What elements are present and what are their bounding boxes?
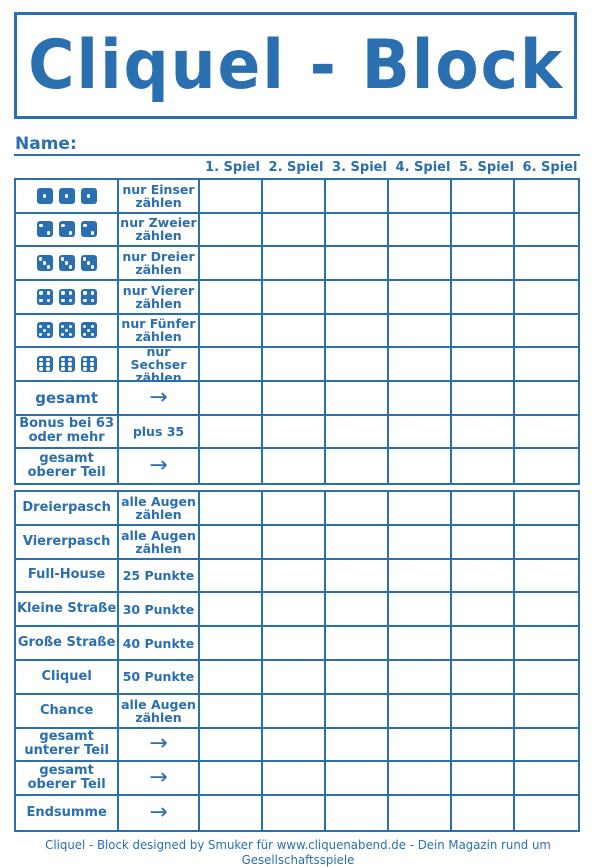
score-cell-game-5[interactable] — [452, 796, 515, 830]
arrow-right-icon: → — [149, 800, 168, 826]
score-cell-game-1[interactable] — [200, 281, 263, 315]
score-cell-game-3[interactable] — [326, 416, 389, 450]
score-cell-game-5[interactable] — [452, 247, 515, 281]
rule-text: alle Augen zählen — [121, 696, 196, 725]
game-header-6: 6. Spiel — [522, 160, 578, 175]
rule-cell — [119, 281, 199, 315]
score-cell-game-1[interactable] — [200, 762, 263, 796]
score-cell-game-1[interactable] — [200, 661, 263, 695]
row-label — [16, 382, 119, 416]
score-cell-game-6[interactable] — [515, 281, 578, 315]
row-label — [16, 247, 119, 281]
score-row — [16, 214, 578, 248]
score-row — [16, 762, 578, 796]
score-cell-game-1[interactable] — [200, 593, 263, 627]
score-cell-game-3[interactable] — [326, 492, 389, 526]
score-cell-game-2[interactable] — [263, 416, 326, 450]
die-5-icon — [81, 322, 97, 338]
rule-text: nur Dreier zählen — [122, 249, 195, 278]
score-cell-game-3[interactable] — [326, 526, 389, 560]
rule-text: nur Einser zählen — [122, 181, 195, 210]
row-label — [16, 526, 119, 560]
die-3-icon — [59, 255, 75, 271]
row-label-text: Endsumme — [26, 805, 107, 821]
row-label-text: Chance — [39, 702, 94, 718]
rule-text: nur Fünfer zählen — [121, 316, 196, 345]
score-row — [16, 180, 578, 214]
game-header-2: 2. Spiel — [268, 160, 324, 175]
score-row — [16, 796, 578, 830]
score-cell-game-4[interactable] — [389, 315, 452, 349]
score-cell-game-4[interactable] — [389, 762, 452, 796]
row-label — [16, 492, 119, 526]
dice-group — [37, 188, 97, 204]
rule-text: 30 Punkte — [122, 601, 195, 617]
score-cell-game-3[interactable] — [326, 382, 389, 416]
row-label — [16, 560, 119, 594]
score-row — [16, 492, 578, 526]
score-cell-game-4[interactable] — [389, 492, 452, 526]
row-label — [16, 729, 119, 763]
score-cell-game-5[interactable] — [452, 762, 515, 796]
score-cell-game-5[interactable] — [452, 560, 515, 594]
score-cell-game-1[interactable] — [200, 416, 263, 450]
score-cell-game-2[interactable] — [263, 348, 326, 382]
die-4-icon — [59, 289, 75, 305]
dice-group — [37, 322, 97, 338]
score-cell-game-1[interactable] — [200, 526, 263, 560]
score-cell-game-5[interactable] — [452, 627, 515, 661]
score-cell-game-1[interactable] — [200, 382, 263, 416]
score-cell-game-2[interactable] — [263, 796, 326, 830]
lower-section — [14, 490, 580, 832]
rule-text: plus 35 — [132, 423, 185, 439]
score-cell-game-2[interactable] — [263, 382, 326, 416]
score-cell-game-6[interactable] — [515, 526, 578, 560]
score-cell-game-4[interactable] — [389, 627, 452, 661]
score-cell-game-2[interactable] — [263, 627, 326, 661]
row-label — [16, 315, 119, 349]
row-label — [16, 416, 119, 450]
die-3-icon — [81, 255, 97, 271]
score-row — [16, 627, 578, 661]
row-label — [16, 796, 119, 830]
rule-text: 50 Punkte — [122, 669, 195, 685]
score-row — [16, 661, 578, 695]
score-cell-game-5[interactable] — [452, 281, 515, 315]
score-cell-game-6[interactable] — [515, 627, 578, 661]
name-field-line[interactable] — [14, 154, 580, 156]
score-cell-game-4[interactable] — [389, 695, 452, 729]
die-6-icon — [59, 356, 75, 372]
score-cell-game-2[interactable] — [263, 762, 326, 796]
score-row — [16, 695, 578, 729]
game-header-1: 1. Spiel — [205, 160, 260, 175]
score-cell-game-2[interactable] — [263, 214, 326, 248]
score-cell-game-5[interactable] — [452, 729, 515, 763]
score-cell-game-6[interactable] — [515, 247, 578, 281]
game-header-4: 4. Spiel — [395, 160, 451, 175]
dice-group — [37, 255, 97, 271]
dice-group — [37, 356, 97, 372]
score-cell-game-4[interactable] — [389, 416, 452, 450]
score-cell-game-6[interactable] — [515, 560, 578, 594]
score-cell-game-2[interactable] — [263, 449, 326, 483]
rule-text: alle Augen zählen — [121, 527, 196, 556]
die-5-icon — [37, 322, 53, 338]
score-row — [16, 449, 578, 483]
score-row — [16, 729, 578, 763]
row-label — [16, 348, 119, 382]
die-1-icon — [37, 188, 53, 204]
score-cell-game-5[interactable] — [452, 492, 515, 526]
score-cell-game-2[interactable] — [263, 526, 326, 560]
upper-section — [14, 178, 580, 485]
row-label — [16, 180, 119, 214]
rule-cell — [119, 492, 199, 526]
score-cell-game-3[interactable] — [326, 729, 389, 763]
score-cell-game-6[interactable] — [515, 796, 578, 830]
die-6-icon — [81, 356, 97, 372]
row-label-text: Full-House — [27, 567, 106, 583]
score-cell-game-5[interactable] — [452, 180, 515, 214]
score-cell-game-2[interactable] — [263, 729, 326, 763]
score-cell-game-3[interactable] — [326, 762, 389, 796]
score-cell-game-6[interactable] — [515, 449, 578, 483]
score-cell-game-6[interactable] — [515, 180, 578, 214]
row-label-text: gesamt oberer Teil — [27, 763, 106, 793]
rule-cell — [119, 560, 199, 594]
score-cell-game-4[interactable] — [389, 560, 452, 594]
score-cell-game-3[interactable] — [326, 695, 389, 729]
score-cell-game-4[interactable] — [389, 593, 452, 627]
die-2-icon — [59, 221, 75, 237]
page-title: Cliquel - Block — [27, 25, 564, 105]
score-cell-game-6[interactable] — [515, 214, 578, 248]
row-label-text: Bonus bei 63 oder mehr — [19, 416, 115, 446]
arrow-right-icon: → — [149, 384, 168, 410]
row-label — [16, 627, 119, 661]
score-cell-game-1[interactable] — [200, 247, 263, 281]
score-cell-game-1[interactable] — [200, 627, 263, 661]
score-cell-game-5[interactable] — [452, 593, 515, 627]
score-cell-game-4[interactable] — [389, 281, 452, 315]
score-row — [16, 416, 578, 450]
game-header-5: 5. Spiel — [459, 160, 514, 175]
score-row — [16, 526, 578, 560]
dice-group — [37, 221, 97, 237]
die-1-icon — [59, 188, 75, 204]
score-cell-game-4[interactable] — [389, 449, 452, 483]
score-cell-game-3[interactable] — [326, 180, 389, 214]
rule-cell — [119, 247, 199, 281]
score-cell-game-6[interactable] — [515, 593, 578, 627]
score-cell-game-3[interactable] — [326, 796, 389, 830]
score-cell-game-1[interactable] — [200, 492, 263, 526]
score-cell-game-2[interactable] — [263, 661, 326, 695]
score-cell-game-2[interactable] — [263, 281, 326, 315]
title-box — [14, 12, 577, 119]
rule-text: nur Vierer zählen — [122, 282, 195, 311]
score-cell-game-5[interactable] — [452, 661, 515, 695]
score-cell-game-4[interactable] — [389, 214, 452, 248]
score-cell-game-2[interactable] — [263, 247, 326, 281]
score-cell-game-3[interactable] — [326, 315, 389, 349]
score-cell-game-5[interactable] — [452, 214, 515, 248]
row-label-text: Cliquel — [41, 668, 92, 684]
row-label — [16, 449, 119, 483]
arrow-right-icon: → — [149, 765, 168, 791]
row-label-text: gesamt unterer Teil — [24, 729, 109, 759]
score-row — [16, 343, 578, 385]
die-6-icon — [37, 356, 53, 372]
score-cell-game-4[interactable] — [389, 348, 452, 382]
score-cell-game-4[interactable] — [389, 382, 452, 416]
score-cell-game-6[interactable] — [515, 315, 578, 349]
score-row — [16, 315, 578, 349]
rule-cell — [119, 593, 199, 627]
rule-cell — [119, 627, 199, 661]
rule-text: 40 Punkte — [122, 635, 195, 651]
score-cell-game-3[interactable] — [326, 214, 389, 248]
row-label — [16, 661, 119, 695]
row-label — [16, 695, 119, 729]
score-cell-game-1[interactable] — [200, 796, 263, 830]
score-cell-game-2[interactable] — [263, 315, 326, 349]
score-cell-game-2[interactable] — [263, 492, 326, 526]
rule-text: nur Zweier zählen — [120, 215, 197, 244]
die-5-icon — [59, 322, 75, 338]
game-header-3: 3. Spiel — [332, 160, 387, 175]
die-4-icon — [37, 289, 53, 305]
score-cell-game-4[interactable] — [389, 729, 452, 763]
score-cell-game-1[interactable] — [200, 180, 263, 214]
footer-credit: Cliquel - Block designed by Smuker für www.cliquenabend.de - Dein Magazin rund um Gesellschaftsspiele — [45, 837, 551, 867]
score-cell-game-2[interactable] — [263, 180, 326, 214]
arrow-right-icon: → — [149, 731, 168, 757]
score-cell-game-2[interactable] — [263, 560, 326, 594]
score-cell-game-3[interactable] — [326, 593, 389, 627]
score-cell-game-5[interactable] — [452, 348, 515, 382]
rule-cell — [119, 343, 199, 385]
score-row — [16, 560, 578, 594]
arrow-cell — [119, 449, 199, 483]
rule-text: 25 Punkte — [122, 567, 195, 583]
die-4-icon — [81, 289, 97, 305]
score-cell-game-1[interactable] — [200, 695, 263, 729]
score-cell-game-1[interactable] — [200, 449, 263, 483]
die-3-icon — [37, 255, 53, 271]
rule-cell — [119, 661, 199, 695]
score-cell-game-4[interactable] — [389, 247, 452, 281]
row-label — [16, 593, 119, 627]
score-row — [16, 382, 578, 416]
score-cell-game-6[interactable] — [515, 762, 578, 796]
score-cell-game-4[interactable] — [389, 526, 452, 560]
score-cell-game-5[interactable] — [452, 449, 515, 483]
score-cell-game-5[interactable] — [452, 315, 515, 349]
name-label: Name: — [15, 134, 77, 154]
score-cell-game-3[interactable] — [326, 560, 389, 594]
score-row — [16, 247, 578, 281]
rule-text: alle Augen zählen — [121, 493, 196, 522]
row-label — [16, 214, 119, 248]
score-cell-game-3[interactable] — [326, 281, 389, 315]
score-cell-game-4[interactable] — [389, 661, 452, 695]
row-label-text: Viererpasch — [22, 533, 111, 549]
rule-cell — [119, 416, 199, 450]
row-label-text: gesamt oberer Teil — [27, 451, 106, 481]
score-cell-game-2[interactable] — [263, 695, 326, 729]
arrow-cell — [119, 382, 199, 416]
score-cell-game-2[interactable] — [263, 593, 326, 627]
score-cell-game-6[interactable] — [515, 695, 578, 729]
score-cell-game-3[interactable] — [326, 247, 389, 281]
arrow-right-icon: → — [149, 453, 168, 479]
die-1-icon — [81, 188, 97, 204]
score-cell-game-5[interactable] — [452, 526, 515, 560]
row-label-text: gesamt — [35, 388, 99, 407]
row-label-text: Kleine Straße — [16, 601, 117, 617]
row-label — [16, 281, 119, 315]
row-label-text: Große Straße — [17, 635, 116, 651]
arrow-cell — [119, 762, 199, 796]
score-cell-game-3[interactable] — [326, 661, 389, 695]
score-cell-game-6[interactable] — [515, 492, 578, 526]
score-cell-game-1[interactable] — [200, 315, 263, 349]
score-cell-game-6[interactable] — [515, 729, 578, 763]
score-row — [16, 593, 578, 627]
score-cell-game-3[interactable] — [326, 348, 389, 382]
rule-cell — [119, 214, 199, 248]
score-cell-game-5[interactable] — [452, 382, 515, 416]
score-row — [16, 281, 578, 315]
dice-group — [37, 289, 97, 305]
score-cell-game-6[interactable] — [515, 416, 578, 450]
rule-cell — [119, 695, 199, 729]
rule-text: nur Sechser zählen — [130, 343, 187, 385]
score-cell-game-6[interactable] — [515, 661, 578, 695]
score-cell-game-5[interactable] — [452, 695, 515, 729]
rule-cell — [119, 180, 199, 214]
arrow-cell — [119, 796, 199, 830]
score-cell-game-1[interactable] — [200, 729, 263, 763]
score-cell-game-3[interactable] — [326, 627, 389, 661]
score-cell-game-3[interactable] — [326, 449, 389, 483]
rule-cell — [119, 526, 199, 560]
score-cell-game-5[interactable] — [452, 416, 515, 450]
row-label-text: Dreierpasch — [22, 499, 111, 515]
score-cell-game-6[interactable] — [515, 348, 578, 382]
score-cell-game-4[interactable] — [389, 180, 452, 214]
score-cell-game-4[interactable] — [389, 796, 452, 830]
score-cell-game-1[interactable] — [200, 214, 263, 248]
die-2-icon — [81, 221, 97, 237]
score-cell-game-1[interactable] — [200, 560, 263, 594]
row-label — [16, 762, 119, 796]
score-cell-game-6[interactable] — [515, 382, 578, 416]
die-2-icon — [37, 221, 53, 237]
arrow-cell — [119, 729, 199, 763]
score-cell-game-1[interactable] — [200, 348, 263, 382]
